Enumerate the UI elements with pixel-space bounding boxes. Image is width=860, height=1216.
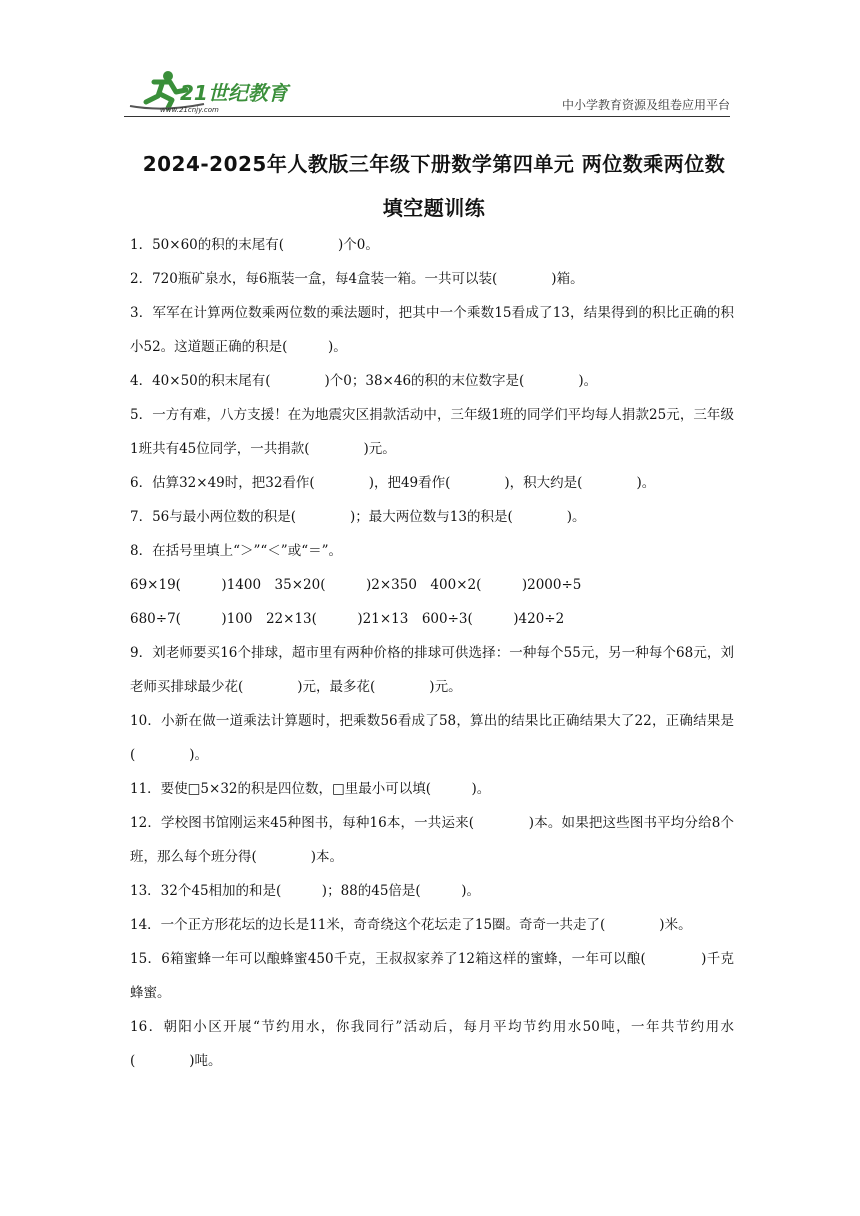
question-8-row-1: 69×19( )1400 35×20( )2×350 400×2( )2000÷5 xyxy=(130,577,582,593)
question-11: 11．要使□5×32的积是四位数，□里最小可以填( )。 xyxy=(130,781,491,797)
question-5: 5．一方有难，八方支援！在为地震灾区捐款活动中，三年级1班的同学们平均每人捐款25元，三年级1班共有45位同学，一共捐款( )元。 xyxy=(130,407,734,457)
logo-text: 21世纪教育 xyxy=(180,81,288,105)
question-6: 6．估算32×49时，把32看作( )，把49看作( )，积大约是( )。 xyxy=(130,475,656,491)
question-16: 16．朝阳小区开展“节约用水，你我同行”活动后，每月平均节约用水50吨，一年共节约用水( )吨。 xyxy=(130,1019,734,1069)
question-7: 7．56与最小两位数的积是( )；最大两位数与13的积是( )。 xyxy=(130,509,586,525)
title-line-2: 填空题训练 xyxy=(382,196,486,220)
runner-logo-icon xyxy=(124,66,294,114)
page-header xyxy=(124,66,730,114)
question-8-row-2: 680÷7( )100 22×13( )21×13 600÷3( )420÷2 xyxy=(130,611,565,627)
question-1: 1．50×60的积的末尾有( )个0。 xyxy=(130,237,379,253)
title-line-1: 2024-2025年人教版三年级下册数学第四单元 两位数乘两位数 xyxy=(142,152,726,176)
question-13: 13．32个45相加的和是( )；88的45倍是( )。 xyxy=(130,883,480,899)
question-15: 15．6箱蜜蜂一年可以酿蜂蜜450千克，王叔叔家养了12箱这样的蜜蜂，一年可以酿( )千克蜂蜜。 xyxy=(130,951,734,1001)
logo xyxy=(124,66,294,114)
header-divider xyxy=(124,116,730,117)
question-3: 3．军军在计算两位数乘两位数的乘法题时，把其中一个乘数15看成了13，结果得到的积比正确的积小52。这道题正确的积是( )。 xyxy=(130,305,734,355)
question-9: 9．刘老师要买16个排球，超市里有两种价格的排球可供选择：一种每个55元，另一种每个68元，刘老师买排球最少花( )元，最多花( )元。 xyxy=(130,645,734,695)
platform-label: 中小学教育资源及组卷应用平台 xyxy=(561,98,730,112)
logo-url-text: www.21cnjy.com xyxy=(160,106,219,114)
question-4: 4．40×50的积末尾有( )个0；38×46的积的末位数字是( )。 xyxy=(130,373,598,389)
question-8: 8．在括号里填上“＞”“＜”或“＝”。 xyxy=(130,543,342,559)
page-title xyxy=(124,142,744,230)
question-list xyxy=(130,228,734,1078)
question-10: 10．小新在做一道乘法计算题时，把乘数56看成了58，算出的结果比正确结果大了22，正确结果是( )。 xyxy=(130,713,734,763)
question-14: 14．一个正方形花坛的边长是11米，奇奇绕这个花坛走了15圈。奇奇一共走了( )米。 xyxy=(130,917,692,933)
question-2: 2．720瓶矿泉水，每6瓶装一盒，每4盒装一箱。一共可以装( )箱。 xyxy=(130,271,584,287)
question-12: 12．学校图书馆刚运来45种图书，每种16本，一共运来( )本。如果把这些图书平均分给8个班，那么每个班分得( )本。 xyxy=(130,815,735,865)
